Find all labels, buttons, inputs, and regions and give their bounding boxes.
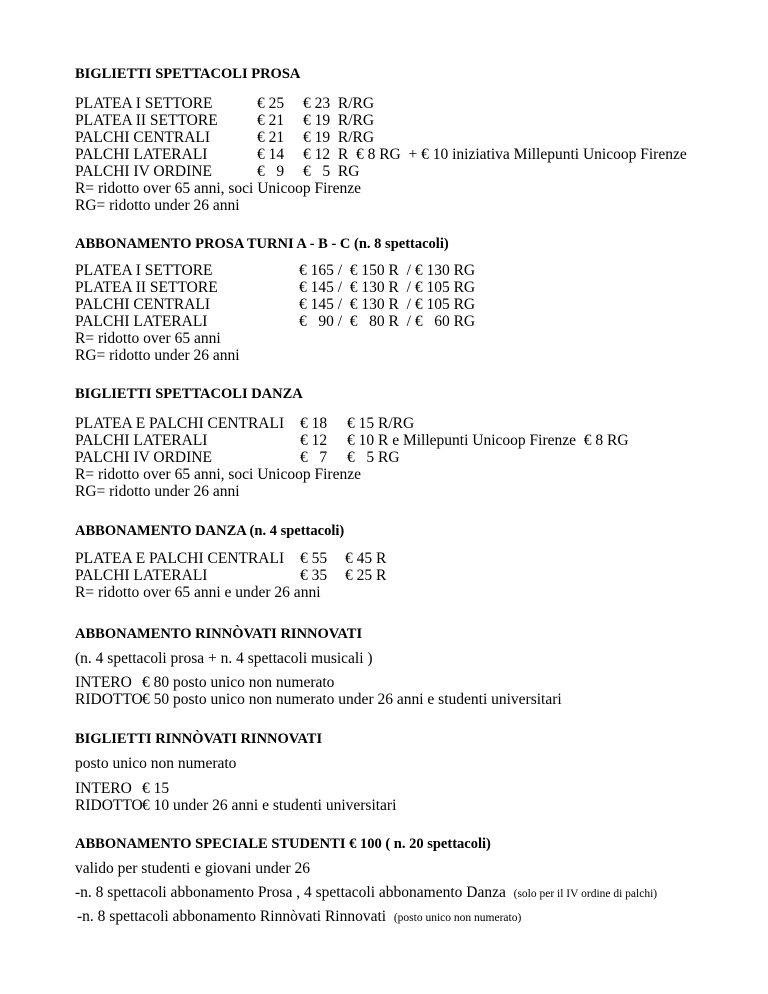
- price-list: [75, 95, 755, 180]
- full-price: € 55: [300, 550, 328, 567]
- price-row: [75, 797, 755, 814]
- price-row: [75, 313, 755, 330]
- price-row: [75, 567, 755, 584]
- seat-label: PALCHI IV ORDINE: [75, 449, 212, 466]
- reduced-price: € 10 R e Millepunti Unicoop Firenze € 8 RG: [347, 432, 629, 449]
- full-price: € 25: [257, 95, 285, 112]
- ticket-type: INTERO: [75, 674, 132, 691]
- seat-label: PALCHI CENTRALI: [75, 129, 211, 146]
- price-row: [75, 780, 755, 797]
- ticket-type: RIDOTTO: [75, 691, 143, 708]
- reduced-price: € 19 R/RG: [303, 112, 375, 129]
- price-row: [75, 432, 755, 449]
- price-values: € 145 / € 130 R / € 105 RG: [299, 279, 476, 296]
- price-row: [75, 691, 755, 708]
- section-title: ABBONAMENTO DANZA (n. 4 spettacoli): [75, 523, 345, 539]
- section-title: BIGLIETTI SPETTACOLI DANZA: [75, 386, 303, 402]
- reduced-price: € 15 R/RG: [347, 415, 415, 432]
- price-row: [75, 146, 755, 163]
- section-title: BIGLIETTI SPETTACOLI PROSA: [75, 66, 301, 82]
- price-row: [75, 674, 755, 691]
- price-row: [75, 112, 755, 129]
- section-abbonamento-danza: [75, 523, 755, 601]
- detail-line: -n. 8 spettacoli abbonamento Rinnòvati Rinnovati (posto unico non numerato): [77, 908, 522, 925]
- seat-label: PALCHI LATERALI: [75, 313, 208, 330]
- note: R= ridotto over 65 anni: [75, 330, 221, 347]
- section-biglietti-prosa: [75, 66, 755, 214]
- price-values: € 145 / € 130 R / € 105 RG: [299, 296, 476, 313]
- full-price: € 9: [257, 163, 285, 180]
- note: RG= ridotto under 26 anni: [75, 347, 240, 364]
- price-description: € 50 posto unico non numerato under 26 anni e studenti universitari: [142, 691, 562, 708]
- note: R= ridotto over 65 anni, soci Unicoop Firenze: [75, 180, 361, 197]
- full-price: € 35: [300, 567, 328, 584]
- price-values: € 90 / € 80 R / € 60 RG: [299, 313, 476, 330]
- section-subtitle: (n. 4 spettacoli prosa + n. 4 spettacoli musicali ): [75, 650, 373, 667]
- full-price: € 14: [257, 146, 285, 163]
- price-description: € 10 under 26 anni e studenti universitari: [142, 797, 397, 814]
- section-biglietti-rinnovati: [75, 731, 755, 814]
- seat-label: PALCHI CENTRALI: [75, 296, 211, 313]
- full-price: € 7: [300, 449, 328, 466]
- ticket-type: INTERO: [75, 780, 132, 797]
- price-row: [75, 279, 755, 296]
- price-row: [75, 550, 755, 567]
- reduced-price: € 25 R: [345, 567, 387, 584]
- section-subtitle: posto unico non numerato: [75, 755, 237, 772]
- detail-line: -n. 8 spettacoli abbonamento Prosa , 4 spettacoli abbonamento Danza (solo per il IV ordine di palchi): [75, 884, 658, 901]
- section-title: ABBONAMENTO PROSA TURNI A - B - C (n. 8 spettacoli): [75, 236, 449, 252]
- note: R= ridotto over 65 anni, soci Unicoop Firenze: [75, 466, 361, 483]
- full-price: € 21: [257, 129, 285, 146]
- price-row: [75, 95, 755, 112]
- reduced-price: € 12 R € 8 RG + € 10 iniziativa Millepunti Unicoop Firenze: [303, 146, 687, 163]
- price-description: € 80 posto unico non numerato: [142, 674, 335, 691]
- note: RG= ridotto under 26 anni: [75, 197, 240, 214]
- price-row: [75, 296, 755, 313]
- section-abbonamento-prosa: [75, 236, 755, 364]
- full-price: € 12: [300, 432, 328, 449]
- ticket-type: RIDOTTO: [75, 797, 143, 814]
- seat-label: PLATEA E PALCHI CENTRALI: [75, 415, 285, 432]
- section-abbonamento-rinnovati: [75, 626, 755, 708]
- reduced-price: € 5 RG: [303, 163, 360, 180]
- seat-label: PALCHI LATERALI: [75, 432, 208, 449]
- reduced-price: € 5 RG: [347, 449, 400, 466]
- seat-label: PLATEA I SETTORE: [75, 262, 213, 279]
- section-biglietti-danza: [75, 386, 755, 500]
- reduced-price: € 19 R/RG: [303, 129, 375, 146]
- price-description: € 15: [142, 780, 170, 797]
- section-subtitle: valido per studenti e giovani under 26: [75, 860, 311, 877]
- seat-label: PLATEA E PALCHI CENTRALI: [75, 550, 285, 567]
- reduced-price: € 45 R: [345, 550, 387, 567]
- seat-label: PLATEA II SETTORE: [75, 112, 218, 129]
- price-row: [75, 449, 755, 466]
- seat-label: PALCHI LATERALI: [75, 146, 208, 163]
- full-price: € 21: [257, 112, 285, 129]
- price-row: [75, 415, 755, 432]
- reduced-price: € 23 R/RG: [303, 95, 375, 112]
- seat-label: PLATEA I SETTORE: [75, 95, 213, 112]
- price-row: [75, 129, 755, 146]
- seat-label: PLATEA II SETTORE: [75, 279, 218, 296]
- full-price: € 18: [300, 415, 328, 432]
- note: R= ridotto over 65 anni e under 26 anni: [75, 584, 321, 601]
- price-row: [75, 262, 755, 279]
- seat-label: PALCHI IV ORDINE: [75, 163, 212, 180]
- price-values: € 165 / € 150 R / € 130 RG: [299, 262, 476, 279]
- section-title: BIGLIETTI RINNÒVATI RINNOVATI: [75, 731, 323, 747]
- section-title: ABBONAMENTO SPECIALE STUDENTI € 100 ( n. 20 spettacoli): [75, 836, 491, 852]
- note: RG= ridotto under 26 anni: [75, 483, 240, 500]
- section-title: ABBONAMENTO RINNÒVATI RINNOVATI: [75, 626, 363, 642]
- price-row: [75, 163, 755, 180]
- document: [75, 66, 755, 925]
- section-abbonamento-studenti: [75, 836, 755, 925]
- seat-label: PALCHI LATERALI: [75, 567, 208, 584]
